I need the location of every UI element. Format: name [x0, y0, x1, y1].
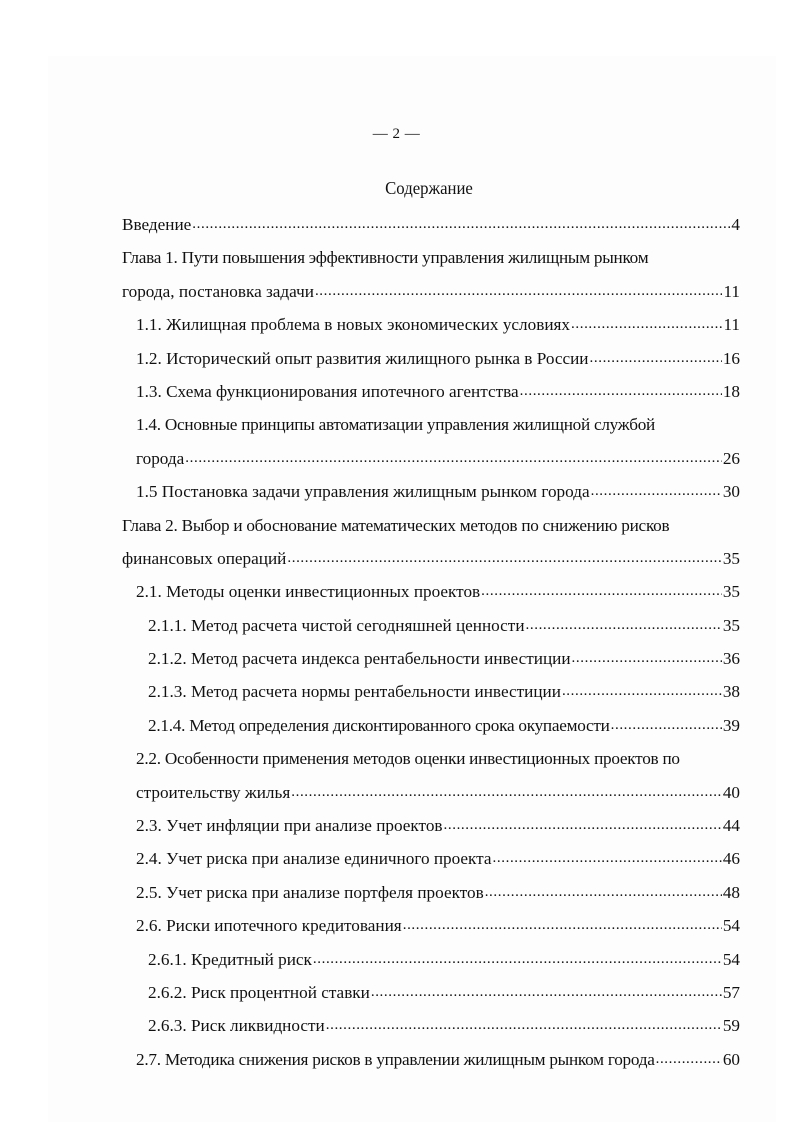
toc-entry-2-1-3[interactable]	[122, 675, 740, 708]
toc-entry-2-1-1[interactable]	[122, 609, 740, 642]
toc-entry-2-7[interactable]	[122, 1043, 740, 1076]
toc-entry-1-1[interactable]	[122, 308, 740, 341]
toc-entry-page: 54	[722, 916, 740, 936]
toc-entry-2-6-1[interactable]	[122, 943, 740, 976]
toc-entry-page: 36	[722, 649, 740, 669]
leader-dots	[520, 375, 722, 408]
toc-entry-chapter-2-cont[interactable]	[122, 542, 740, 575]
toc-entry-introduction[interactable]	[122, 208, 740, 241]
toc-entry-page: 59	[722, 1016, 740, 1036]
toc-entry-text: 2.6.2. Риск процентной ставки	[148, 982, 370, 1002]
toc-entry-2-2[interactable]	[122, 742, 740, 775]
toc-entry-page: 35	[722, 582, 740, 602]
toc-entry-1-3[interactable]	[122, 375, 740, 408]
toc-entry-2-6-2[interactable]	[122, 976, 740, 1009]
toc-entry-page: 11	[723, 281, 740, 301]
toc-entry-page: 18	[722, 381, 740, 401]
toc-entry-text: 2.6. Риски ипотечного кредитования	[136, 916, 402, 936]
toc-entry-text: 2.2. Особенности применения методов оценки инвестиционных проектов по	[136, 749, 680, 769]
leader-dots	[656, 1043, 722, 1076]
toc-entry-text: 1.5 Постановка задачи управления жилищным рынком города	[136, 482, 590, 502]
leader-dots	[371, 976, 722, 1009]
toc-entry-text: 2.4. Учет риска при анализе единичного проекта	[136, 849, 492, 869]
toc-entry-1-5[interactable]	[122, 475, 740, 508]
toc-entry-text: 2.6.1. Кредитный риск	[148, 949, 312, 969]
toc-entry-chapter-1[interactable]	[122, 241, 740, 274]
leader-dots	[571, 308, 722, 341]
toc-entry-page: 11	[723, 315, 740, 335]
toc-entry-text: Глава 2. Выбор и обоснование математических методов по снижению рисков	[122, 515, 670, 535]
leader-dots	[185, 442, 722, 475]
toc-entry-2-6-3[interactable]	[122, 1009, 740, 1042]
toc-entry-1-4-cont[interactable]	[122, 442, 740, 475]
toc-entry-chapter-2[interactable]	[122, 509, 740, 542]
toc-entry-page: 40	[722, 782, 740, 802]
toc-entry-page: 57	[722, 982, 740, 1002]
toc-title: Содержание	[385, 178, 473, 198]
toc-entry-text: 2.1.2. Метод расчета индекса рентабельности инвестиции	[148, 649, 571, 669]
toc-entry-text: 2.3. Учет инфляции при анализе проектов	[136, 816, 443, 836]
toc-entry-text: города, постановка задачи	[122, 281, 314, 301]
toc-entry-text: 2.1.4. Метод определения дисконтированного срока окупаемости	[148, 715, 610, 735]
leader-dots	[485, 876, 722, 909]
toc-entry-text: 1.4. Основные принципы автоматизации управления жилищной службой	[136, 415, 655, 435]
leader-dots	[444, 809, 722, 842]
leader-dots	[481, 575, 722, 608]
toc-entry-2-1-2[interactable]	[122, 642, 740, 675]
leader-dots	[287, 542, 721, 575]
toc-entry-chapter-1-cont[interactable]	[122, 275, 740, 308]
leader-dots	[591, 475, 722, 508]
toc-entry-text: 2.1.3. Метод расчета нормы рентабельности инвестиции	[148, 682, 561, 702]
leader-dots	[313, 943, 722, 976]
page-number: — 2 —	[372, 126, 421, 142]
toc-entry-text: города	[136, 448, 185, 468]
leader-dots	[326, 1009, 722, 1042]
toc-entry-page: 44	[722, 816, 740, 836]
leader-dots	[526, 609, 722, 642]
toc-entry-text: 2.1. Методы оценки инвестиционных проектов	[136, 582, 481, 602]
toc-entry-text: Глава 1. Пути повышения эффективности управления жилищным рынком	[122, 248, 649, 268]
toc-entry-text: строительству жилья	[136, 782, 291, 802]
toc-entry-text: 1.3. Схема функционирования ипотечного агентства	[136, 381, 519, 401]
toc-entry-1-2[interactable]	[122, 342, 740, 375]
toc-entry-text: 2.6.3. Риск ликвидности	[148, 1016, 325, 1036]
toc-entry-page: 54	[722, 949, 740, 969]
toc-entry-text: 1.1. Жилищная проблема в новых экономических условиях	[136, 315, 571, 335]
toc-entry-text: 2.1.1. Метод расчета чистой сегодняшней ценности	[148, 615, 525, 635]
toc-entry-page: 35	[722, 548, 740, 568]
leader-dots	[572, 642, 722, 675]
leader-dots	[291, 776, 722, 809]
leader-dots	[192, 208, 730, 241]
leader-dots	[315, 275, 722, 308]
toc-entry-text: 1.2. Исторический опыт развития жилищного рынка в России	[136, 348, 589, 368]
toc-entry-2-6[interactable]	[122, 909, 740, 942]
toc-entry-page: 16	[722, 348, 740, 368]
leader-dots	[611, 709, 722, 742]
toc-entry-2-5[interactable]	[122, 876, 740, 909]
toc-entry-2-2-cont[interactable]	[122, 776, 740, 809]
toc-entry-text: 2.7. Методика снижения рисков в управлении жилищным рынком города	[136, 1049, 655, 1069]
table-of-contents	[122, 208, 740, 1076]
toc-entry-page: 4	[731, 215, 740, 234]
toc-entry-text: 2.5. Учет риска при анализе портфеля проектов	[136, 882, 484, 902]
toc-entry-2-3[interactable]	[122, 809, 740, 842]
toc-entry-page: 60	[722, 1049, 740, 1069]
toc-entry-page: 38	[722, 682, 740, 702]
leader-dots	[493, 842, 722, 875]
toc-entry-page: 48	[722, 882, 740, 902]
toc-entry-text: финансовых операций	[122, 548, 287, 568]
leader-dots	[403, 909, 722, 942]
toc-entry-page: 46	[722, 849, 740, 869]
toc-entry-text: Введение	[122, 215, 192, 234]
toc-entry-page: 39	[722, 715, 740, 735]
toc-entry-page: 26	[722, 448, 740, 468]
toc-entry-1-4[interactable]	[122, 408, 740, 441]
toc-entry-page: 30	[722, 482, 740, 502]
toc-entry-2-1[interactable]	[122, 575, 740, 608]
toc-entry-2-4[interactable]	[122, 842, 740, 875]
toc-entry-page: 35	[722, 615, 740, 635]
leader-dots	[562, 675, 722, 708]
leader-dots	[590, 342, 722, 375]
toc-entry-2-1-4[interactable]	[122, 709, 740, 742]
